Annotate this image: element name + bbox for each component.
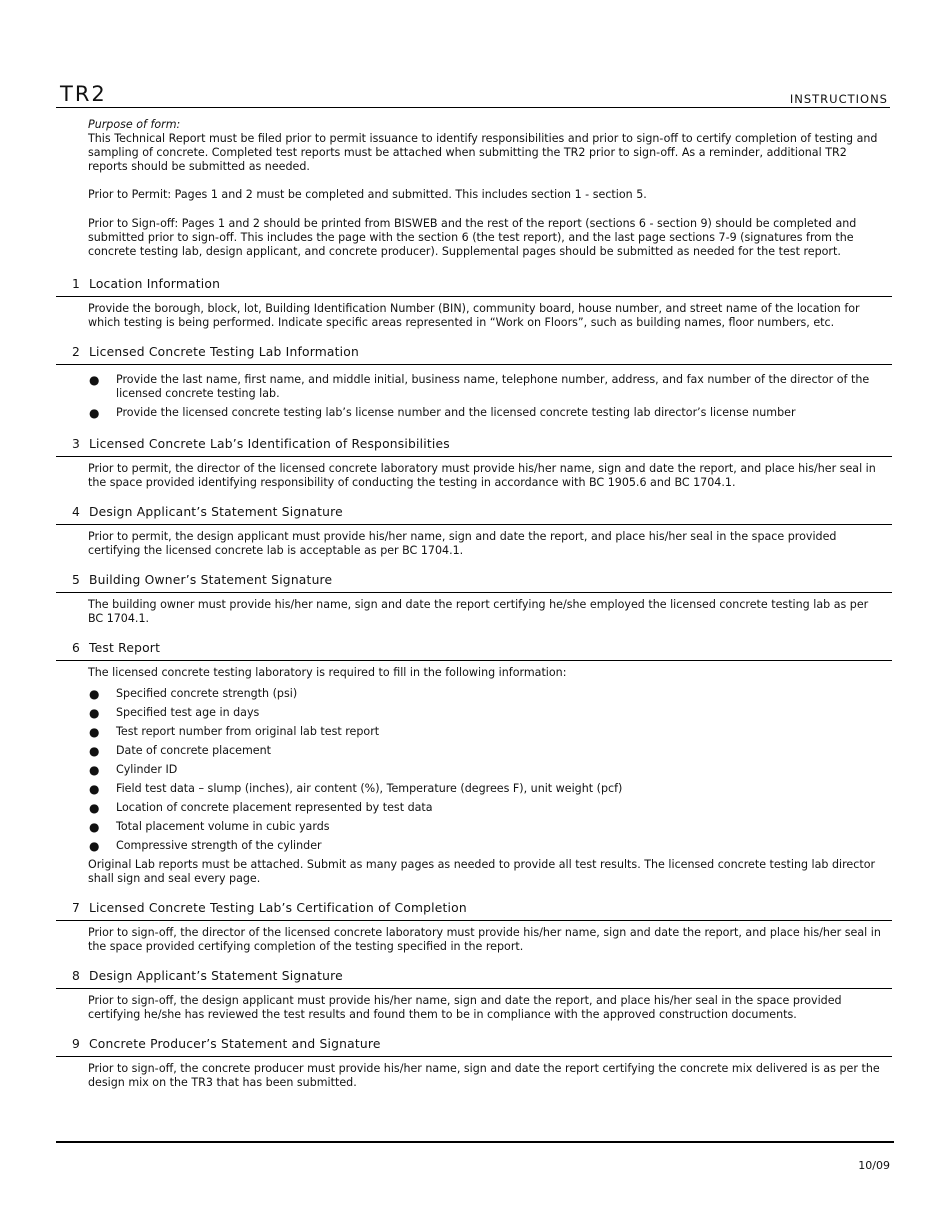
section-heading (56, 434, 892, 457)
section-heading (56, 966, 892, 989)
bullet-icon: ● (89, 373, 100, 387)
section-3 (56, 434, 892, 502)
list-item-text: Total placement volume in cubic yards (116, 820, 330, 833)
list-item-text: Provide the licensed concrete testing lab’s license number and the licensed concrete testing lab director’s license number (116, 406, 796, 419)
section-9 (56, 1034, 892, 1102)
section-title: Design Applicant’s Statement Signature (89, 969, 343, 983)
instructions-label: INSTRUCTIONS (789, 92, 888, 106)
section-number: 9 (71, 1037, 80, 1051)
prior-to-permit-text: Prior to Permit: Pages 1 and 2 must be completed and submitted. This includes section 1 - section 5. (88, 188, 647, 201)
section-number: 3 (71, 437, 80, 451)
footer-rule (56, 1141, 894, 1143)
section-number: 4 (71, 505, 80, 519)
section-4 (56, 502, 892, 570)
section-body (88, 462, 886, 502)
header-rule (56, 107, 890, 108)
section-heading (56, 342, 892, 365)
bullet-list (88, 687, 886, 853)
purpose-paragraph (88, 118, 886, 174)
section-heading (56, 502, 892, 525)
section-body (88, 1062, 886, 1102)
section-text: Prior to sign-off, the director of the licensed concrete laboratory must provide his/her name, sign and date the report, and place his/her seal in the space provided certifying completion of the testing specified in the report. (88, 926, 881, 953)
section-body (88, 370, 886, 434)
list-item (88, 687, 886, 701)
section-body (88, 666, 886, 898)
section-number: 8 (71, 969, 80, 983)
section-title: Test Report (89, 641, 161, 655)
section-heading (56, 274, 892, 297)
section-text: Prior to sign-off, the concrete producer must provide his/her name, sign and date the report certifying the concrete mix delivered is as per the design mix on the TR3 that has been submitted. (88, 1062, 880, 1089)
bullet-icon: ● (89, 744, 100, 758)
purpose-text: This Technical Report must be filed prior to permit issuance to identify responsibilities and prior to sign-off to certify completion of testing and sampling of concrete. Completed test reports must be attached when submitting the TR2 prior to sign-off. As a reminder, additional TR2 reports should be submitted as needed. (88, 132, 878, 173)
list-item-text: Location of concrete placement represented by test data (116, 801, 433, 814)
section-number: 7 (71, 901, 80, 915)
list-item-text: Provide the last name, first name, and middle initial, business name, telephone number, address, and fax number of the director of the licensed concrete testing lab. (116, 373, 870, 400)
section-number: 2 (71, 345, 80, 359)
section-1 (56, 274, 892, 342)
list-item-text: Specified concrete strength (psi) (116, 687, 298, 700)
list-item-text: Field test data – slump (inches), air content (%), Temperature (degrees F), unit weight (pcf) (116, 782, 623, 795)
footer-date: 10/09 (858, 1159, 890, 1172)
section-8 (56, 966, 892, 1034)
section-text: Prior to permit, the director of the licensed concrete laboratory must provide his/her name, sign and date the report, and place his/her seal in the space provided identifying responsibility of conducting the testing in accordance with BC 1905.6 and BC 1704.1. (88, 462, 876, 489)
bullet-list (88, 373, 886, 420)
bullet-icon: ● (89, 706, 100, 720)
bullet-icon: ● (89, 763, 100, 777)
list-item (88, 763, 886, 777)
section-title: Licensed Concrete Testing Lab’s Certification of Completion (89, 901, 467, 915)
list-item-text: Date of concrete placement (116, 744, 271, 757)
section-5 (56, 570, 892, 638)
section-text: Prior to sign-off, the design applicant must provide his/her name, sign and date the report, and place his/her seal in the space provided certifying he/she has reviewed the test results and found them to be in compliance with the approved construction documents. (88, 994, 842, 1021)
list-item-text: Specified test age in days (116, 706, 260, 719)
list-item (88, 839, 886, 853)
section-title: Location Information (89, 277, 221, 291)
list-item (88, 801, 886, 815)
section-2 (56, 342, 892, 434)
section-number: 5 (71, 573, 80, 587)
section-title: Licensed Concrete Lab’s Identification of Responsibilities (89, 437, 450, 451)
section-title: Design Applicant’s Statement Signature (89, 505, 343, 519)
list-item (88, 782, 886, 796)
intro (88, 118, 886, 259)
bullet-icon: ● (89, 839, 100, 853)
section-body (88, 994, 886, 1034)
section-number: 1 (71, 277, 80, 291)
section-6 (56, 638, 892, 898)
list-item-text: Test report number from original lab test report (116, 725, 380, 738)
list-item (88, 706, 886, 720)
section-text: The building owner must provide his/her name, sign and date the report certifying he/she employed the licensed concrete testing lab as per BC 1704.1. (88, 598, 869, 625)
section-body (88, 530, 886, 570)
section-body (88, 302, 886, 342)
section-closing-text: Original Lab reports must be attached. Submit as many pages as needed to provide all test results. The licensed concrete testing lab director shall sign and seal every page. (88, 858, 876, 885)
section-number: 6 (71, 641, 80, 655)
bullet-icon: ● (89, 406, 100, 420)
list-item (88, 406, 886, 420)
section-heading (56, 898, 892, 921)
section-body (88, 598, 886, 638)
bullet-icon: ● (89, 782, 100, 796)
section-7 (56, 898, 892, 966)
list-item-text: Compressive strength of the cylinder (116, 839, 322, 852)
form-id: TR2 (60, 82, 107, 106)
section-heading (56, 638, 892, 661)
bullet-icon: ● (89, 725, 100, 739)
list-item (88, 725, 886, 739)
section-text: Provide the borough, block, lot, Building Identification Number (BIN), community board, house number, and street name of the location for which testing is being performed. Indicate specific areas represented in “Work on Floors”, such as building names, floor numbers, etc. (88, 302, 860, 329)
list-item (88, 373, 886, 401)
purpose-title: Purpose of form: (88, 118, 181, 131)
list-item-text: Cylinder ID (116, 763, 178, 776)
section-lead-text: The licensed concrete testing laboratory is required to fill in the following information: (88, 666, 567, 679)
section-title: Concrete Producer’s Statement and Signature (89, 1037, 381, 1051)
section-heading (56, 1034, 892, 1057)
section-text: Prior to permit, the design applicant must provide his/her name, sign and date the report, and place his/her seal in the space provided certifying the licensed concrete lab is acceptable as per BC 1704.1. (88, 530, 837, 557)
list-item (88, 820, 886, 834)
section-title: Licensed Concrete Testing Lab Information (89, 345, 360, 359)
bullet-icon: ● (89, 687, 100, 701)
list-item (88, 744, 886, 758)
bullet-icon: ● (89, 820, 100, 834)
section-body (88, 926, 886, 966)
bullet-icon: ● (89, 801, 100, 815)
section-title: Building Owner’s Statement Signature (89, 573, 333, 587)
section-heading (56, 570, 892, 593)
content (56, 118, 892, 1102)
prior-to-signoff-text: Prior to Sign-off: Pages 1 and 2 should be printed from BISWEB and the rest of the report (sections 6 - section 9) should be completed and submitted prior to sign-off. This includes the page with the section 6 (the test report), and the last page sections 7-9 (signatures from the concrete testing lab, design applicant, and concrete producer). Supplemental pages should be submitted as needed for the test report. (88, 217, 857, 258)
